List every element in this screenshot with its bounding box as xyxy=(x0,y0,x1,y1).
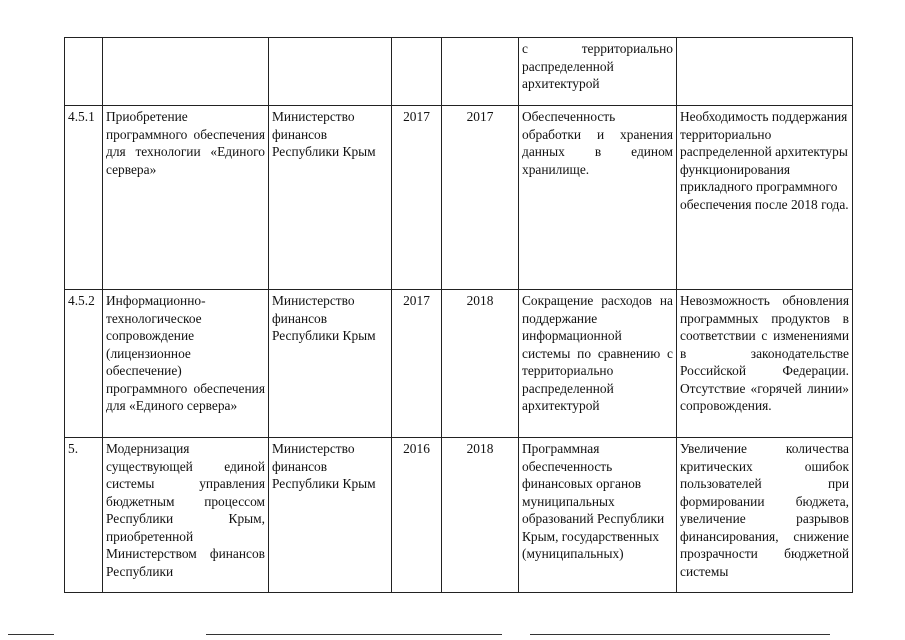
consequence: Невозможность обновления программных продуктов в соответствии с изменениями в законодательстве Российской Федерации. Отсутствие «горячей линии» сопровождения. xyxy=(680,293,849,413)
page-bottom-divider xyxy=(8,634,54,635)
expected-result: с территориально распределенной архитектурой xyxy=(522,41,673,91)
expected-result: Сокращение расходов на поддержание информационной системы по сравнению с территориально распределенной архитектурой xyxy=(522,293,673,413)
end-year-cell xyxy=(442,38,519,106)
start-year: 2017 xyxy=(403,109,430,124)
item-number-cell xyxy=(65,38,103,106)
responsible-org: Министерство финансов Республики Крым xyxy=(272,441,376,491)
expected-result-cell xyxy=(519,438,677,593)
responsible-org-cell xyxy=(269,106,392,290)
consequence-cell xyxy=(677,106,853,290)
page-bottom-divider xyxy=(530,634,830,635)
item-name-cell xyxy=(103,290,269,438)
responsible-org: Министерство финансов Республики Крым xyxy=(272,293,376,343)
item-number: 4.5.1 xyxy=(68,109,95,124)
start-year-cell xyxy=(392,438,442,593)
consequence: Увеличение количества критических ошибок пользователей при формировании бюджета, увеличение разрывов финансирования, снижение прозрачности бюджетной системы xyxy=(680,441,849,579)
expected-result-cell xyxy=(519,290,677,438)
expected-result: Программная обеспеченность финансовых органов муниципальных образований Республики Крым, государственных (муниципальных) xyxy=(522,441,665,561)
end-year: 2018 xyxy=(466,441,494,456)
end-year: 2018 xyxy=(466,293,494,308)
start-year-cell xyxy=(392,290,442,438)
consequence-cell xyxy=(677,290,853,438)
end-year-cell xyxy=(442,290,519,438)
item-number: 4.5.2 xyxy=(68,293,95,308)
page-bottom-divider xyxy=(206,634,502,635)
table-row xyxy=(65,290,853,438)
start-year-cell xyxy=(392,38,442,106)
expected-result-cell xyxy=(519,106,677,290)
item-name-cell xyxy=(103,438,269,593)
table-row xyxy=(65,438,853,593)
start-year: 2017 xyxy=(403,293,430,308)
item-number-cell xyxy=(65,438,103,593)
expected-result: Обеспеченность обработки и хранения данных в едином хранилище. xyxy=(522,109,673,177)
responsible-org: Министерство финансов Республики Крым xyxy=(272,109,376,159)
item-number-cell xyxy=(65,290,103,438)
item-number: 5. xyxy=(68,441,79,456)
plan-table xyxy=(64,37,853,593)
item-number-cell xyxy=(65,106,103,290)
end-year: 2017 xyxy=(466,109,494,124)
table-row xyxy=(65,106,853,290)
item-name: Информационно-технологическое сопровождение (лицензионное обеспечение) программного обеспечения для «Единого сервера» xyxy=(106,293,265,413)
responsible-org-cell xyxy=(269,438,392,593)
responsible-org-cell xyxy=(269,38,392,106)
item-name-cell xyxy=(103,38,269,106)
item-name-cell xyxy=(103,106,269,290)
item-name: Приобретение программного обеспечения для технологии «Единого сервера» xyxy=(106,109,265,177)
consequence: Необходимость поддержания территориально распределенной архитектуры функционирования прикладного программного обеспечения после 2018 года. xyxy=(680,109,849,212)
consequence-cell xyxy=(677,438,853,593)
expected-result-cell xyxy=(519,38,677,106)
end-year-cell xyxy=(442,438,519,593)
start-year: 2016 xyxy=(403,441,430,456)
start-year-cell xyxy=(392,106,442,290)
table-row xyxy=(65,38,853,106)
end-year-cell xyxy=(442,106,519,290)
item-name: Модернизация существующей единой системы управления бюджетным процессом Республики Крым, приобретенной Министерством финансов Республики xyxy=(106,441,265,579)
responsible-org-cell xyxy=(269,290,392,438)
consequence-cell xyxy=(677,38,853,106)
